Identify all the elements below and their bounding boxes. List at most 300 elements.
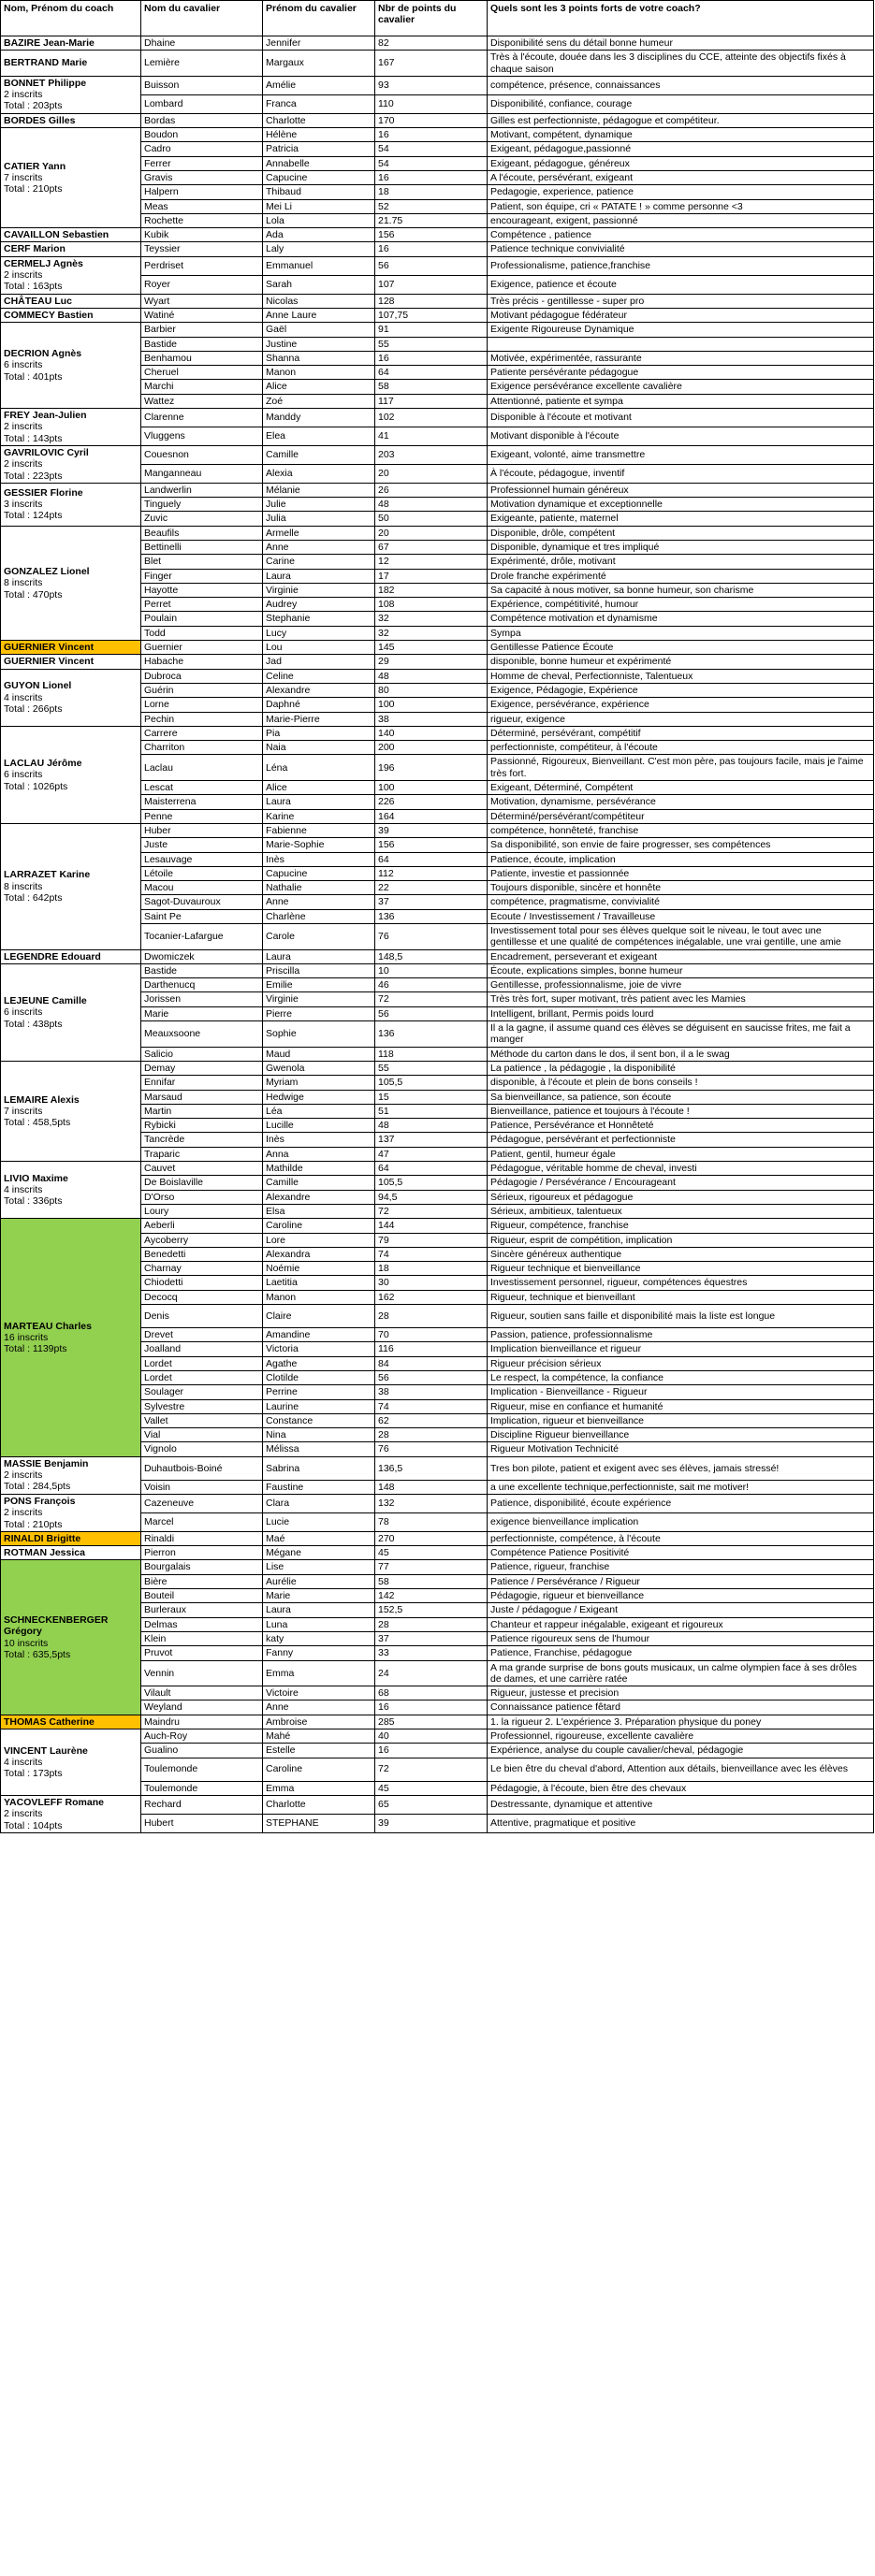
coach-cell — [1, 669, 141, 726]
table-row — [1, 1456, 874, 1480]
coach-strengths: Sérieux, ambitieux, talentueux — [488, 1204, 874, 1218]
rider-lastname: Maisterrena — [141, 795, 263, 809]
coach-strengths: compétence, présence, connaissances — [488, 76, 874, 94]
rider-lastname: Vial — [141, 1428, 263, 1442]
table-row — [1, 409, 874, 427]
rider-firstname: Hedwige — [263, 1090, 375, 1104]
rider-points: 140 — [375, 726, 488, 740]
coach-strengths: Chanteur et rappeur inégalable, exigeant et rigoureux — [488, 1617, 874, 1631]
rider-points: 16 — [375, 1744, 488, 1758]
rider-firstname: Zoé — [263, 394, 375, 408]
rider-firstname: Emmanuel — [263, 256, 375, 275]
rider-lastname: Drevet — [141, 1328, 263, 1342]
coach-name: DECRION Agnès — [4, 348, 82, 360]
coach-name: FREY Jean-Julien — [4, 410, 87, 422]
rider-points: 77 — [375, 1560, 488, 1574]
coach-strengths: Disponible, dynamique et tres impliqué — [488, 540, 874, 554]
rider-lastname: Pierron — [141, 1546, 263, 1560]
rider-lastname: Watiné — [141, 308, 263, 322]
coach-strengths: Écoute, explications simples, bonne humeur — [488, 963, 874, 977]
rider-lastname: Vennin — [141, 1660, 263, 1686]
table-row — [1, 128, 874, 142]
rider-lastname: Duhautbois-Boiné — [141, 1456, 263, 1480]
rider-points: 54 — [375, 142, 488, 156]
rider-firstname: Agathe — [263, 1356, 375, 1370]
rider-firstname: Laura — [263, 949, 375, 963]
rider-points: 47 — [375, 1147, 488, 1161]
coach-name: RINALDI Brigitte — [4, 1532, 81, 1544]
coach-name: LEGENDRE Edouard — [4, 950, 101, 962]
coach-total-points: Total : 266pts — [4, 702, 63, 715]
rider-firstname: Alexandra — [263, 1247, 375, 1261]
coach-strengths: Attentionné, patiente et sympa — [488, 394, 874, 408]
table-row — [1, 949, 874, 963]
rider-points: 137 — [375, 1133, 488, 1147]
rider-firstname: Anne — [263, 540, 375, 554]
rider-lastname: Manganneau — [141, 464, 263, 483]
rider-lastname: Lesauvage — [141, 852, 263, 866]
table-row — [1, 1494, 874, 1512]
rider-lastname: Bourgalais — [141, 1560, 263, 1574]
rider-lastname: Blet — [141, 555, 263, 569]
rider-points: 29 — [375, 655, 488, 669]
rider-lastname: Bordas — [141, 113, 263, 127]
coach-rider-count: 2 inscrits — [4, 421, 43, 433]
rider-points: 18 — [375, 185, 488, 199]
rider-lastname: Aeberli — [141, 1219, 263, 1233]
rider-firstname: Estelle — [263, 1744, 375, 1758]
coach-cell — [1, 641, 141, 655]
coach-cell — [1, 1061, 141, 1161]
rider-firstname: Alice — [263, 380, 375, 394]
table-row — [1, 294, 874, 308]
rider-points: 64 — [375, 852, 488, 866]
rider-firstname: Annabelle — [263, 156, 375, 170]
coach-strengths: Exigence, Pédagogie, Expérience — [488, 683, 874, 697]
table-row — [1, 242, 874, 256]
table-row — [1, 76, 874, 94]
rider-firstname: Lou — [263, 641, 375, 655]
rider-points: 56 — [375, 1006, 488, 1020]
rider-points: 45 — [375, 1546, 488, 1560]
coach-strengths: Gilles est perfectionniste, pédagogue et compétiteur. — [488, 113, 874, 127]
coach-rider-count: 8 inscrits — [4, 880, 43, 892]
rider-points: 84 — [375, 1356, 488, 1370]
coach-strengths: Rigueur, justesse et precision — [488, 1686, 874, 1700]
rider-firstname: Fabienne — [263, 823, 375, 837]
rider-lastname: Benedetti — [141, 1247, 263, 1261]
coach-cell — [1, 256, 141, 294]
coach-rider-count: 2 inscrits — [4, 89, 43, 101]
rider-firstname: Caroline — [263, 1219, 375, 1233]
rider-firstname: Charlotte — [263, 113, 375, 127]
table-row — [1, 51, 874, 77]
rider-points: 78 — [375, 1512, 488, 1531]
coach-strengths: Ecoute / Investissement / Travailleuse — [488, 909, 874, 923]
coach-rider-count: 16 inscrits — [4, 1331, 49, 1343]
rider-firstname: Camille — [263, 1176, 375, 1190]
rider-firstname: Caroline — [263, 1758, 375, 1781]
coach-strengths: exigence bienveillance implication — [488, 1512, 874, 1531]
coach-name: GUYON Lionel — [4, 680, 72, 692]
rider-lastname: Tancrède — [141, 1133, 263, 1147]
coach-strengths: Disponibilité, confiance, courage — [488, 94, 874, 113]
rider-lastname: Sagot-Duvauroux — [141, 895, 263, 909]
coach-strengths: Patience, disponibilité, écoute expérience — [488, 1494, 874, 1512]
table-row — [1, 1729, 874, 1744]
coach-strengths: disponible, à l'écoute et plein de bons conseils ! — [488, 1076, 874, 1090]
coach-strengths: Tres bon pilote, patient et exigent avec ses élèves, jamais stressé! — [488, 1456, 874, 1480]
coach-name: LACLAU Jérôme — [4, 757, 82, 769]
coach-strengths: Expérimenté, drôle, motivant — [488, 555, 874, 569]
coach-strengths: disponible, bonne humeur et expérimenté — [488, 655, 874, 669]
table-row — [1, 726, 874, 740]
coach-cell — [1, 949, 141, 963]
coach-strengths: Patient, son équipe, cri « PATATE ! » comme personne <3 — [488, 199, 874, 213]
coach-strengths: Rigueur Motivation Technicité — [488, 1442, 874, 1456]
rider-points: 39 — [375, 1814, 488, 1832]
rider-points: 72 — [375, 1204, 488, 1218]
coach-total-points: Total : 284,5pts — [4, 1481, 71, 1493]
rider-points: 28 — [375, 1617, 488, 1631]
rider-lastname: Ferrer — [141, 156, 263, 170]
coach-rider-count: 3 inscrits — [4, 499, 43, 511]
coach-name: MARTEAU Charles — [4, 1320, 92, 1332]
header-strengths: Quels sont les 3 points forts de votre coach? — [488, 1, 874, 36]
coach-rider-count: 4 inscrits — [4, 1183, 43, 1195]
coach-name: BAZIRE Jean-Marie — [4, 37, 95, 49]
rider-firstname: STEPHANE — [263, 1814, 375, 1832]
rider-firstname: Virginie — [263, 583, 375, 597]
rider-firstname: Lore — [263, 1233, 375, 1247]
coach-strengths: Gentillesse Patience Écoute — [488, 641, 874, 655]
coach-cell — [1, 1456, 141, 1494]
coach-total-points: Total : 104pts — [4, 1819, 63, 1831]
coach-rider-count: 2 inscrits — [4, 458, 43, 470]
rider-lastname: Denis — [141, 1305, 263, 1328]
rider-lastname: Salicio — [141, 1047, 263, 1061]
rider-points: 15 — [375, 1090, 488, 1104]
rider-points: 167 — [375, 51, 488, 77]
rider-firstname: Jennifer — [263, 36, 375, 51]
rider-lastname: Decocq — [141, 1290, 263, 1304]
rider-lastname: Marie — [141, 1006, 263, 1020]
rider-lastname: Pruvot — [141, 1646, 263, 1660]
rider-lastname: Bouteil — [141, 1589, 263, 1603]
rider-points: 38 — [375, 1385, 488, 1399]
rider-firstname: Emma — [263, 1781, 375, 1795]
rider-firstname: Noémie — [263, 1262, 375, 1276]
rider-points: 116 — [375, 1342, 488, 1356]
rider-points: 10 — [375, 963, 488, 977]
rider-lastname: Wyart — [141, 294, 263, 308]
rider-points: 16 — [375, 351, 488, 365]
rider-points: 148 — [375, 1480, 488, 1494]
rider-firstname: Amélie — [263, 76, 375, 94]
table-row — [1, 445, 874, 464]
rider-lastname: Vluggens — [141, 427, 263, 445]
rider-firstname: Sabrina — [263, 1456, 375, 1480]
rider-firstname: Laurine — [263, 1399, 375, 1413]
coach-total-points: Total : 210pts — [4, 183, 63, 195]
coach-strengths: Exigence, patience et écoute — [488, 275, 874, 294]
coach-strengths: Patience, écoute, implication — [488, 852, 874, 866]
rider-lastname: Gualino — [141, 1744, 263, 1758]
coach-strengths — [488, 337, 874, 351]
coach-strengths: Professionnel humain généreux — [488, 483, 874, 497]
coach-strengths: Pédagogie, à l'écoute, bien être des chevaux — [488, 1781, 874, 1795]
coach-name: CERF Marion — [4, 243, 66, 255]
rider-firstname: Gaël — [263, 323, 375, 337]
rider-firstname: katy — [263, 1631, 375, 1645]
table-row — [1, 1546, 874, 1560]
table-row — [1, 36, 874, 51]
coach-strengths: Patience, Persévérance et Honnêteté — [488, 1119, 874, 1133]
header-points: Nbr de points du cavalier — [375, 1, 488, 36]
coach-strengths: Pédagogue, persévérant et perfectionniste — [488, 1133, 874, 1147]
rider-firstname: Nicolas — [263, 294, 375, 308]
rider-firstname: Laura — [263, 795, 375, 809]
rider-lastname: Burleraux — [141, 1603, 263, 1617]
coach-strengths: Juste / pédagogue / Exigeant — [488, 1603, 874, 1617]
table-row — [1, 526, 874, 540]
rider-firstname: Marie — [263, 1589, 375, 1603]
coach-cell — [1, 294, 141, 308]
rider-firstname: Capucine — [263, 866, 375, 880]
coach-name: GAVRILOVIC Cyril — [4, 446, 89, 458]
rider-lastname: Juste — [141, 838, 263, 852]
coach-name: GESSIER Florine — [4, 486, 83, 499]
rider-firstname: Karine — [263, 809, 375, 823]
rider-lastname: Royer — [141, 275, 263, 294]
rider-lastname: Poulain — [141, 612, 263, 626]
coach-strengths: Exigeant, Déterminé, Compétent — [488, 781, 874, 795]
table-row — [1, 823, 874, 837]
coach-total-points: Total : 438pts — [4, 1018, 63, 1030]
rider-firstname: Carine — [263, 555, 375, 569]
coach-rider-count: 10 inscrits — [4, 1637, 49, 1649]
coach-strengths: Exigeant, pédagogue,passionné — [488, 142, 874, 156]
coach-strengths: Rigueur technique et bienveillance — [488, 1262, 874, 1276]
coach-name: YACOVLEFF Romane — [4, 1796, 104, 1808]
rider-lastname: Clarenne — [141, 409, 263, 427]
rider-points: 164 — [375, 809, 488, 823]
rider-lastname: Boudon — [141, 128, 263, 142]
coach-rider-count: 4 inscrits — [4, 691, 43, 703]
rider-firstname: Mégane — [263, 1546, 375, 1560]
rider-firstname: Laetitia — [263, 1276, 375, 1290]
rider-points: 22 — [375, 881, 488, 895]
rider-firstname: Sophie — [263, 1021, 375, 1048]
rider-points: 200 — [375, 741, 488, 755]
rider-firstname: Victoria — [263, 1342, 375, 1356]
rider-lastname: Maindru — [141, 1715, 263, 1729]
rider-points: 128 — [375, 294, 488, 308]
coach-strengths: Investissement personnel, rigueur, compétences équestres — [488, 1276, 874, 1290]
rider-points: 37 — [375, 895, 488, 909]
rider-firstname: Maud — [263, 1047, 375, 1061]
rider-firstname: Naia — [263, 741, 375, 755]
rider-firstname: Daphné — [263, 698, 375, 712]
rider-firstname: Clara — [263, 1494, 375, 1512]
coach-total-points: Total : 1139pts — [4, 1343, 67, 1355]
rider-lastname: Gravis — [141, 170, 263, 184]
rider-firstname: Ambroise — [263, 1715, 375, 1729]
rider-lastname: Aycoberry — [141, 1233, 263, 1247]
rider-firstname: Luna — [263, 1617, 375, 1631]
rider-lastname: Charnay — [141, 1262, 263, 1276]
coach-cell — [1, 113, 141, 127]
rider-lastname: Bettinelli — [141, 540, 263, 554]
rider-firstname: Mahé — [263, 1729, 375, 1744]
rider-firstname: Inès — [263, 1133, 375, 1147]
header-row — [1, 1, 874, 36]
rider-lastname: Cheruel — [141, 366, 263, 380]
coach-strengths: Intelligent, brillant, Permis poids lourd — [488, 1006, 874, 1020]
coach-strengths: Professionalisme, patience,franchise — [488, 256, 874, 275]
coach-cell — [1, 1546, 141, 1560]
rider-lastname: Marcel — [141, 1512, 263, 1531]
rider-firstname: Léna — [263, 755, 375, 781]
rider-points: 38 — [375, 712, 488, 726]
coach-cell — [1, 655, 141, 669]
rider-firstname: Julia — [263, 512, 375, 526]
coach-cell — [1, 1715, 141, 1729]
rider-points: 56 — [375, 1370, 488, 1384]
rider-lastname: Barbier — [141, 323, 263, 337]
rider-points: 100 — [375, 781, 488, 795]
coach-name: LIVIO Maxime — [4, 1172, 68, 1184]
rider-points: 64 — [375, 1162, 488, 1176]
coach-strengths: Exigence, persévérance, expérience — [488, 698, 874, 712]
rider-lastname: Tinguely — [141, 498, 263, 512]
rider-firstname: Gwenola — [263, 1061, 375, 1075]
rider-lastname: Vignolo — [141, 1442, 263, 1456]
coach-name: GONZALEZ Lionel — [4, 565, 90, 577]
coach-strengths: Patiente, investie et passionnée — [488, 866, 874, 880]
rider-points: 28 — [375, 1428, 488, 1442]
rider-firstname: Jad — [263, 655, 375, 669]
rider-firstname: Nina — [263, 1428, 375, 1442]
coach-cell — [1, 409, 141, 446]
rider-points: 48 — [375, 669, 488, 683]
rider-lastname: Toulemonde — [141, 1758, 263, 1781]
coach-strengths: Compétence , patience — [488, 228, 874, 242]
rider-lastname: Marsaud — [141, 1090, 263, 1104]
coach-cell — [1, 963, 141, 1061]
rider-lastname: Rechard — [141, 1795, 263, 1814]
rider-lastname: Lordet — [141, 1370, 263, 1384]
rider-firstname: Camille — [263, 445, 375, 464]
coach-strengths: Patience, rigueur, franchise — [488, 1560, 874, 1574]
rider-firstname: Anne Laure — [263, 308, 375, 322]
coach-name: GUERNIER Vincent — [4, 656, 95, 668]
rider-firstname: Franca — [263, 94, 375, 113]
coach-strengths: Professionnel, rigoureuse, excellente cavalière — [488, 1729, 874, 1744]
rider-firstname: Pierre — [263, 1006, 375, 1020]
rider-firstname: Ada — [263, 228, 375, 242]
rider-firstname: Anne — [263, 895, 375, 909]
rider-points: 18 — [375, 1262, 488, 1276]
rider-lastname: Joalland — [141, 1342, 263, 1356]
rider-lastname: Dubroca — [141, 669, 263, 683]
coach-strengths: rigueur, exigence — [488, 712, 874, 726]
coach-strengths: Pédagogie / Persévérance / Encourageant — [488, 1176, 874, 1190]
rider-points: 105,5 — [375, 1176, 488, 1190]
coach-total-points: Total : 203pts — [4, 100, 63, 112]
rider-points: 203 — [375, 445, 488, 464]
rider-points: 145 — [375, 641, 488, 655]
coach-cell — [1, 1560, 141, 1715]
rider-points: 182 — [375, 583, 488, 597]
rider-lastname: Weyland — [141, 1700, 263, 1715]
coach-name: LEJEUNE Camille — [4, 994, 87, 1006]
rider-points: 16 — [375, 128, 488, 142]
rider-lastname: Dhaine — [141, 36, 263, 51]
rider-points: 93 — [375, 76, 488, 94]
rider-firstname: Amandine — [263, 1328, 375, 1342]
coach-total-points: Total : 635,5pts — [4, 1648, 71, 1660]
coach-total-points: Total : 124pts — [4, 510, 63, 522]
rider-firstname: Mei Li — [263, 199, 375, 213]
rider-lastname: Perret — [141, 598, 263, 612]
rider-lastname: Carrere — [141, 726, 263, 740]
rider-firstname: Armelle — [263, 526, 375, 540]
rider-lastname: Martin — [141, 1104, 263, 1118]
coach-cell — [1, 308, 141, 322]
rider-points: 24 — [375, 1660, 488, 1686]
coach-strengths: Disponibilité sens du détail bonne humeur — [488, 36, 874, 51]
rider-lastname: Benhamou — [141, 351, 263, 365]
rider-points: 26 — [375, 483, 488, 497]
rider-points: 17 — [375, 569, 488, 583]
coach-cell — [1, 36, 141, 51]
rider-firstname: Constance — [263, 1413, 375, 1427]
coach-total-points: Total : 642pts — [4, 891, 63, 904]
rider-lastname: Wattez — [141, 394, 263, 408]
rider-points: 74 — [375, 1399, 488, 1413]
rider-firstname: Manddy — [263, 409, 375, 427]
rider-firstname: Emilie — [263, 978, 375, 992]
rider-points: 156 — [375, 838, 488, 852]
rider-firstname: Laura — [263, 1603, 375, 1617]
coach-cell — [1, 242, 141, 256]
rider-points: 72 — [375, 992, 488, 1006]
coach-cell — [1, 1219, 141, 1456]
rider-points: 64 — [375, 366, 488, 380]
rider-points: 107 — [375, 275, 488, 294]
rider-points: 132 — [375, 1494, 488, 1512]
rider-points: 30 — [375, 1276, 488, 1290]
coach-strengths: Gentillesse, professionnalisme, joie de vivre — [488, 978, 874, 992]
coach-strengths: perfectionniste, compétence, à l'écoute — [488, 1531, 874, 1545]
coach-total-points: Total : 336pts — [4, 1195, 63, 1208]
rider-points: 136 — [375, 909, 488, 923]
rider-lastname: Vilault — [141, 1686, 263, 1700]
rider-lastname: Penne — [141, 809, 263, 823]
rider-firstname: Léa — [263, 1104, 375, 1118]
rider-firstname: Thibaud — [263, 185, 375, 199]
coach-strengths: La patience , la pédagogie , la disponibilité — [488, 1061, 874, 1075]
table-row — [1, 1531, 874, 1545]
rider-points: 40 — [375, 1729, 488, 1744]
rider-points: 21.75 — [375, 213, 488, 227]
rider-points: 72 — [375, 1758, 488, 1781]
rider-lastname: Loury — [141, 1204, 263, 1218]
coach-strengths: Passion, patience, professionnalisme — [488, 1328, 874, 1342]
coach-strengths: Patiente persévérante pédagogue — [488, 366, 874, 380]
coach-strengths: Patience / Persévérance / Rigueur — [488, 1574, 874, 1588]
